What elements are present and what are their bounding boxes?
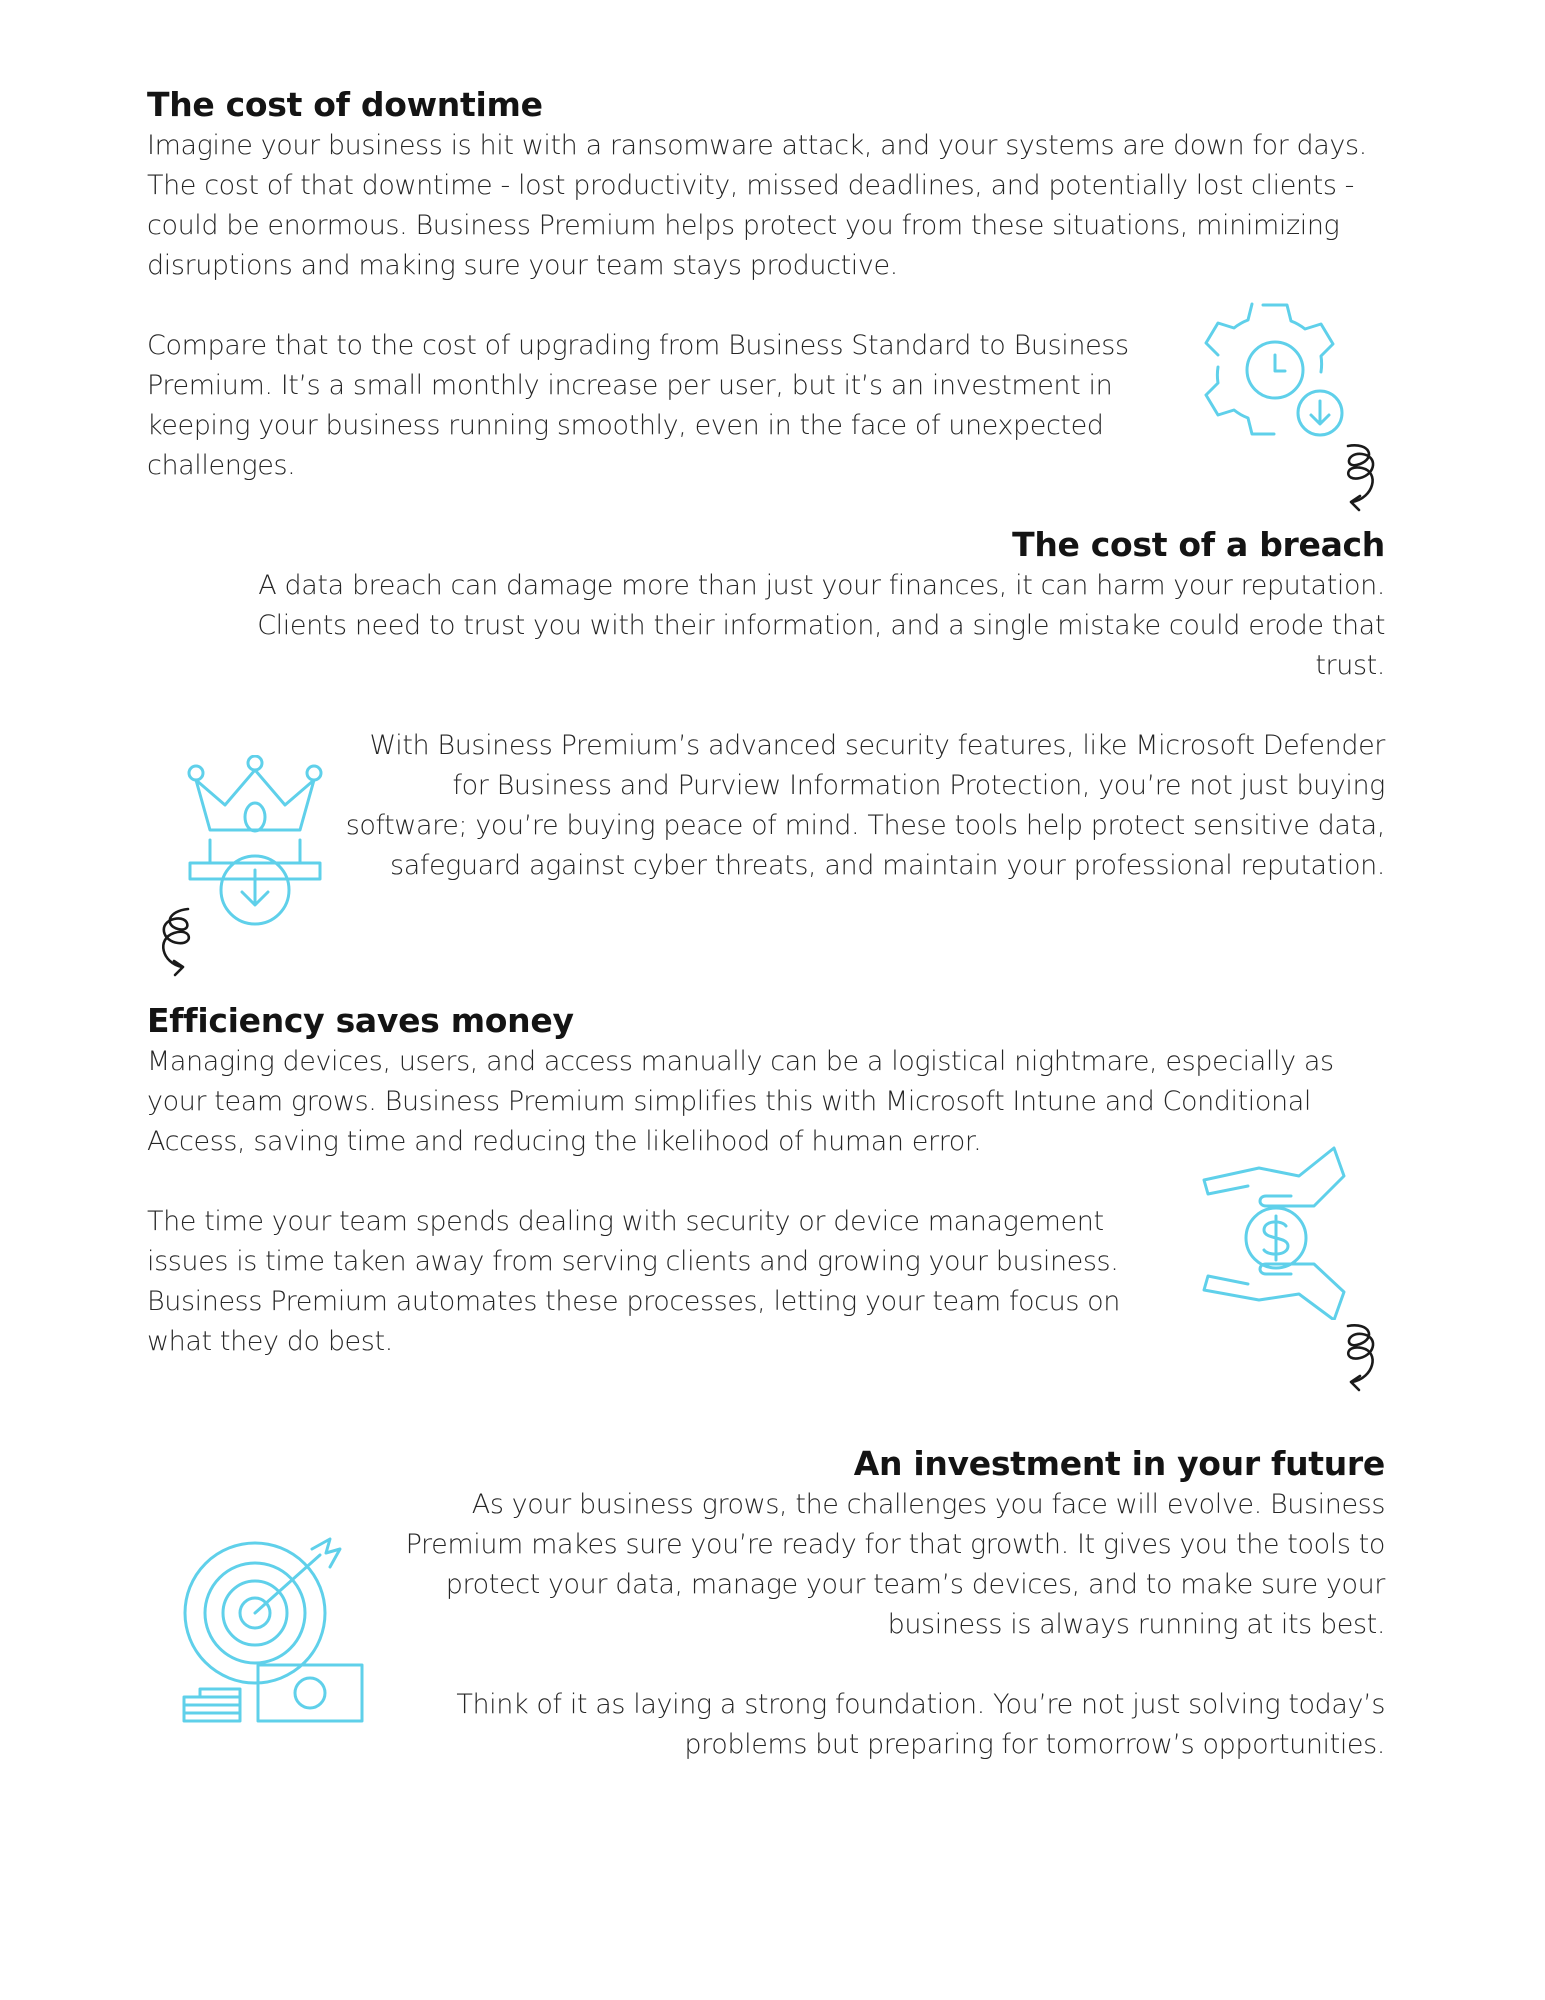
swirl-arrow-icon bbox=[152, 905, 207, 984]
swirl-arrow-icon bbox=[1330, 440, 1385, 519]
section-paragraph: As your business grows, the challenges you face will evolve. Business Premium makes sure you’re ready for that growth. It gives you the tools to protect your data, manage your team’s devices, and to make sure your business is always running at its best. bbox=[405, 1489, 1385, 1640]
section-paragraph: With Business Premium’s advanced security features, like Microsoft Defender for Business and Purview Information Protection, you’re not just buying software; you’re buying peace of mind. These tools help protect sensitive data, safeguard against cyber threats, and maintain your professional reputation. bbox=[345, 730, 1385, 881]
section-paragraph: The time your team spends dealing with security or device management issues is time taken away from serving clients and growing your business. Business Premium automates these processes, letting your team focus on what they do best. bbox=[147, 1206, 1121, 1357]
gear-clock-icon bbox=[1198, 295, 1353, 450]
section-heading: The cost of a breach bbox=[1012, 525, 1385, 564]
swirl-arrow-icon bbox=[1330, 1320, 1385, 1399]
section-heading: The cost of downtime bbox=[147, 85, 543, 124]
section-paragraph: A data breach can damage more than just your finances, it can harm your reputation. Clients need to trust you with their information, and a single mistake could erode that trust. bbox=[257, 570, 1385, 681]
section-heading: An investment in your future bbox=[853, 1444, 1385, 1483]
section-paragraph: Think of it as laying a strong foundation. You’re not just solving today’s problems but preparing for tomorrow’s opportunities. bbox=[456, 1689, 1385, 1760]
section-paragraph: Imagine your business is hit with a ransomware attack, and your systems are down for days. The cost of that downtime - lost productivity, missed deadlines, and potentially lost clients - could be enormous. Business Premium helps protect you from these situations, minimizing disruptions and making sure your team stays productive. bbox=[147, 130, 1367, 281]
section-cost-of-a-breach bbox=[147, 524, 1385, 886]
section-paragraph: Managing devices, users, and access manually can be a logistical nightmare, especially as your team grows. Business Premium simplifies this with Microsoft Intune and Conditional Access, saving time and reducing the likelihood of human error. bbox=[147, 1046, 1334, 1157]
hands-dollar-icon bbox=[1196, 1140, 1356, 1320]
section-heading: Efficiency saves money bbox=[147, 1001, 574, 1040]
section-paragraph: Compare that to the cost of upgrading from Business Standard to Business Premium. It’s a small monthly increase per user, but it’s an investment in keeping your business running smoothly, even in the face of unexpected challenges. bbox=[147, 330, 1129, 481]
target-money-icon bbox=[180, 1525, 370, 1725]
